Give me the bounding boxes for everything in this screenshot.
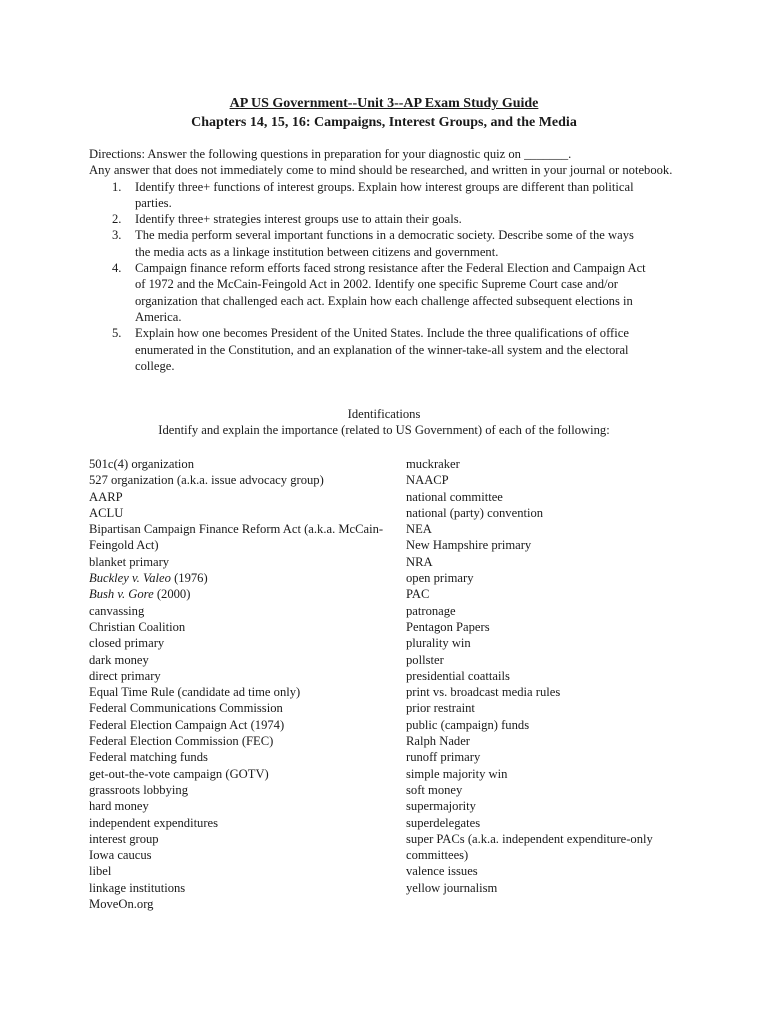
term-text: dark money [89, 652, 149, 667]
term-text: ACLU [89, 505, 124, 520]
term-text: yellow journalism [406, 880, 498, 895]
directions-line-2: Any answer that does not immediately come to mind should be researched, and written in your journal or notebook. [89, 163, 673, 178]
term-text: patronage [406, 603, 456, 618]
term-item [406, 782, 686, 798]
term-text: direct primary [89, 668, 161, 683]
term-text: (2000) [153, 587, 191, 602]
term-text: runoff primary [406, 750, 481, 765]
term-text: Equal Time Rule (candidate ad time only) [89, 685, 301, 700]
term-text: prior restraint [406, 701, 475, 716]
term-item [89, 505, 389, 521]
term-text: linkage institutions [89, 880, 186, 895]
term-item [406, 619, 686, 635]
question-number: 3. [112, 228, 122, 243]
term-item [89, 831, 389, 847]
term-text: super PACs (a.k.a. independent expenditure-only committees) [406, 831, 653, 863]
term-item [406, 635, 686, 651]
term-item [89, 570, 389, 586]
term-text: NEA [406, 522, 432, 537]
term-item [406, 798, 686, 814]
term-item [89, 896, 389, 912]
term-item [406, 472, 686, 488]
term-text: national (party) convention [406, 505, 544, 520]
term-item [406, 521, 686, 537]
question-number: 2. [112, 212, 122, 227]
term-text: grassroots lobbying [89, 782, 188, 797]
question-text: The media perform several important functions in a democratic society. Describe some of the ways the media acts as a linkage institution between citizens and government. [135, 228, 634, 259]
term-text: 527 organization (a.k.a. issue advocacy group) [89, 473, 324, 488]
term-item [89, 847, 389, 863]
term-item [89, 749, 389, 765]
term-text: Ralph Nader [406, 734, 470, 749]
term-text: NRA [406, 554, 433, 569]
term-text: national committee [406, 489, 503, 504]
term-item [406, 603, 686, 619]
term-item [89, 586, 389, 602]
term-text: Bipartisan Campaign Finance Reform Act (a.k.a. McCain-Feingold Act) [89, 522, 384, 553]
term-item [89, 733, 389, 749]
term-item [89, 635, 389, 651]
term-text: Iowa caucus [89, 848, 152, 863]
term-text: soft money [406, 782, 463, 797]
term-case-name: Bush v. Gore [89, 587, 154, 602]
term-text: plurality win [406, 636, 471, 651]
identifications-instruction: Identify and explain the importance (related to US Government) of each of the following: [158, 423, 610, 438]
term-text: Federal matching funds [89, 750, 208, 765]
term-item [406, 456, 686, 472]
term-item [89, 684, 389, 700]
term-text: presidential coattails [406, 668, 510, 683]
term-item [406, 586, 686, 602]
term-text: simple majority win [406, 766, 508, 781]
term-text: Federal Communications Commission [89, 701, 283, 716]
identifications-heading: Identifications [347, 407, 421, 421]
term-item [406, 700, 686, 716]
term-item [89, 717, 389, 733]
term-item [406, 570, 686, 586]
term-text: 501c(4) organization [89, 457, 195, 471]
question-item [89, 260, 651, 325]
term-text: get-out-the-vote campaign (GOTV) [89, 766, 269, 781]
term-item [89, 456, 389, 472]
identifications-header [0, 406, 768, 439]
term-item [89, 880, 389, 896]
question-item [89, 227, 651, 260]
term-item [406, 815, 686, 831]
term-text: NAACP [406, 473, 449, 488]
term-case-name: Buckley v. Valeo [89, 571, 171, 586]
question-list [89, 179, 689, 375]
term-text: muckraker [406, 457, 460, 471]
term-text: hard money [89, 799, 149, 814]
question-item [89, 325, 651, 374]
term-item [406, 831, 686, 864]
term-text: Pentagon Papers [406, 619, 490, 634]
question-item [89, 179, 651, 212]
question-text: Campaign finance reform efforts faced strong resistance after the Federal Election and Campaign Act of 1972 and the McCain-Feingold Act in 2002. Identify one specific Supreme Court case and/or organization that challenged each act. Explain how each challenge affected subsequent elections in America. [135, 261, 646, 324]
term-text: print vs. broadcast media rules [406, 685, 561, 700]
term-text: Christian Coalition [89, 619, 186, 634]
term-text: pollster [406, 652, 444, 667]
term-item [89, 603, 389, 619]
term-item [406, 863, 686, 879]
question-number: 5. [112, 326, 122, 341]
term-item [89, 652, 389, 668]
term-text: MoveOn.org [89, 897, 154, 912]
term-text: supermajority [406, 799, 476, 814]
term-item [406, 733, 686, 749]
term-item [406, 880, 686, 896]
term-text: New Hampshire primary [406, 538, 532, 553]
term-text: blanket primary [89, 554, 170, 569]
term-text: public (campaign) funds [406, 717, 530, 732]
term-text: libel [89, 864, 112, 879]
term-item [406, 652, 686, 668]
directions-section [89, 146, 689, 374]
term-text: PAC [406, 587, 430, 602]
question-text: Explain how one becomes President of the United States. Include the three qualifications of office enumerated in the Constitution, and an explanation of the winner-take-all system and the electoral college. [135, 326, 629, 373]
term-text: open primary [406, 571, 474, 586]
question-number: 4. [112, 261, 122, 276]
term-item [89, 700, 389, 716]
term-text: AARP [89, 489, 123, 504]
term-text: superdelegates [406, 815, 481, 830]
term-text: canvassing [89, 603, 145, 618]
term-item [89, 863, 389, 879]
term-item [406, 489, 686, 505]
term-item [89, 619, 389, 635]
term-item [89, 798, 389, 814]
term-item [89, 472, 389, 488]
term-item [89, 782, 389, 798]
document-title [0, 94, 768, 132]
term-text: (1976) [170, 571, 208, 586]
term-text: independent expenditures [89, 815, 219, 830]
question-text: Identify three+ strategies interest groups use to attain their goals. [135, 212, 462, 227]
question-item [89, 211, 651, 227]
term-item [406, 537, 686, 553]
title-line-1: AP US Government--Unit 3--AP Exam Study Guide [229, 96, 539, 111]
question-number: 1. [112, 179, 122, 194]
term-item [406, 554, 686, 570]
term-text: interest group [89, 831, 159, 846]
title-line-2: Chapters 14, 15, 16: Campaigns, Interest Groups, and the Media [191, 115, 577, 130]
term-item [406, 717, 686, 733]
question-text: Identify three+ functions of interest groups. Explain how interest groups are different than political parties. [135, 179, 634, 210]
term-item [89, 815, 389, 831]
term-item [406, 749, 686, 765]
directions-line-1: Directions: Answer the following questions in preparation for your diagnostic quiz on _______. [89, 147, 572, 161]
term-item [89, 554, 389, 570]
term-text: closed primary [89, 636, 165, 651]
term-item [89, 668, 389, 684]
term-item [406, 668, 686, 684]
term-text: Federal Election Commission (FEC) [89, 734, 274, 749]
terms-column-right [406, 456, 686, 896]
term-item [406, 505, 686, 521]
terms-column-left [89, 456, 389, 912]
term-item [406, 766, 686, 782]
term-item [406, 684, 686, 700]
term-item [89, 489, 389, 505]
term-text: valence issues [406, 864, 478, 879]
term-item [89, 521, 389, 554]
term-item [89, 766, 389, 782]
term-text: Federal Election Campaign Act (1974) [89, 717, 285, 732]
